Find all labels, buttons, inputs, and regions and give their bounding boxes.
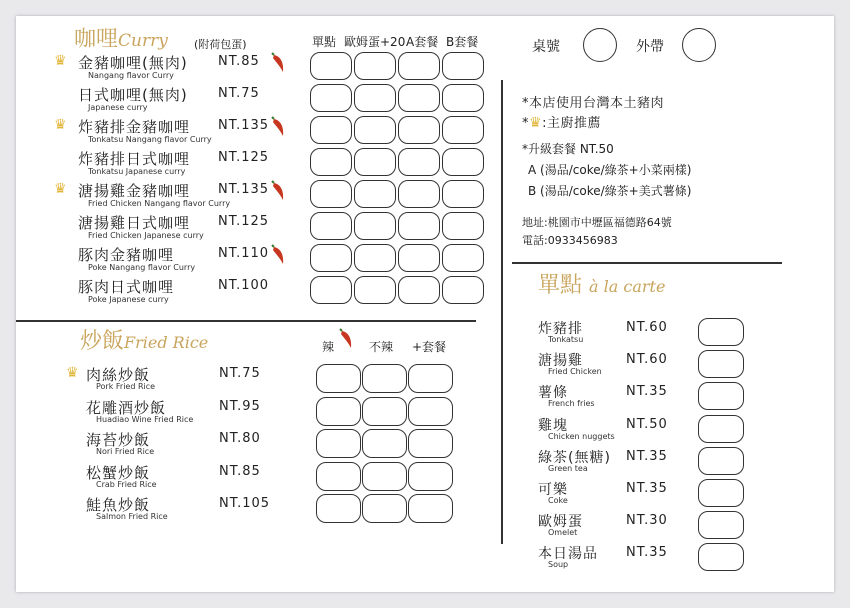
curry-order-box[interactable] xyxy=(442,148,484,176)
curry-order-box[interactable] xyxy=(398,244,440,272)
alacarte-item-english: French fries xyxy=(548,399,595,409)
curry-order-box[interactable] xyxy=(310,276,352,304)
curry-item-english: Poke Japanese curry xyxy=(88,295,169,304)
curry-col-header-set-b: B套餐 xyxy=(446,35,479,49)
curry-order-box[interactable] xyxy=(398,148,440,176)
curry-title: 咖哩 xyxy=(74,27,119,52)
curry-order-box[interactable] xyxy=(442,212,484,240)
curry-order-box[interactable] xyxy=(354,52,396,80)
curry-order-box[interactable] xyxy=(398,52,440,80)
alacarte-order-box[interactable] xyxy=(698,350,744,378)
curry-order-box[interactable] xyxy=(310,52,352,80)
rice-item-price: NT.80 xyxy=(219,431,261,446)
curry-item-english: Poke Nangang flavor Curry xyxy=(88,263,196,272)
alacarte-order-box[interactable] xyxy=(698,479,744,507)
curry-order-box[interactable] xyxy=(442,84,484,112)
takeout-label: 外帶 xyxy=(636,39,664,55)
curry-item-name: 溏揚雞金豬咖哩 xyxy=(78,182,191,200)
rice-order-box[interactable] xyxy=(316,364,361,393)
curry-divider xyxy=(16,320,476,322)
rice-order-box[interactable] xyxy=(408,494,453,523)
curry-item-name: 溏揚雞日式咖哩 xyxy=(78,214,191,232)
curry-order-box[interactable] xyxy=(398,116,440,144)
crown-icon: ♛ xyxy=(54,53,67,69)
alacarte-order-box[interactable] xyxy=(698,415,744,443)
info-pork-note: *本店使用台灣本土豬肉 xyxy=(522,96,665,111)
rice-order-box[interactable] xyxy=(362,364,407,393)
alacarte-item-name: 可樂 xyxy=(538,482,568,498)
curry-order-box[interactable] xyxy=(442,276,484,304)
curry-item-price: NT.135 xyxy=(218,182,270,197)
curry-order-box[interactable] xyxy=(354,212,396,240)
vertical-divider xyxy=(501,80,503,544)
rice-order-box[interactable] xyxy=(408,364,453,393)
curry-col-header-single: 單點 xyxy=(312,35,337,49)
rice-section-title xyxy=(80,324,208,355)
alacarte-item-price: NT.30 xyxy=(626,513,668,529)
crown-icon: ♛ xyxy=(54,117,67,133)
curry-item-name: 日式咖哩(無肉) xyxy=(78,86,188,104)
info-chef-label: :主廚推薦 xyxy=(542,116,601,131)
chili-icon xyxy=(338,328,358,350)
alacarte-item-price: NT.50 xyxy=(626,416,668,432)
alacarte-item-english: Fried Chicken xyxy=(548,367,602,377)
chili-icon xyxy=(270,244,290,266)
curry-order-box[interactable] xyxy=(442,244,484,272)
rice-item-english: Salmon Fried Rice xyxy=(96,512,168,521)
rice-item-price: NT.105 xyxy=(219,496,271,511)
alacarte-item-english: Chicken nuggets xyxy=(548,431,615,441)
info-phone: 電話:0933456983 xyxy=(522,234,618,247)
alacarte-item-name: 溏揚雞 xyxy=(538,353,583,370)
table-number-label: 桌號 xyxy=(532,39,560,55)
crown-icon: ♛ xyxy=(529,115,543,131)
alacarte-item-name: 綠茶(無糖) xyxy=(538,449,611,466)
rice-order-box[interactable] xyxy=(316,397,361,426)
alacarte-item-english: Tonkatsu xyxy=(548,335,584,344)
curry-order-box[interactable] xyxy=(398,180,440,208)
rice-col-header-set: +套餐 xyxy=(412,340,447,354)
alacarte-order-box[interactable] xyxy=(698,447,744,475)
curry-order-box[interactable] xyxy=(398,276,440,304)
curry-item-price: NT.85 xyxy=(218,54,260,69)
curry-item-english: Fried Chicken Japanese curry xyxy=(88,231,204,240)
crown-icon: ♛ xyxy=(54,181,67,197)
rice-order-box[interactable] xyxy=(408,429,453,458)
curry-order-box[interactable] xyxy=(354,148,396,176)
rice-item-name: 鮭魚炒飯 xyxy=(86,496,151,514)
alacarte-order-box[interactable] xyxy=(698,543,744,571)
rice-title: 炒飯 xyxy=(80,329,125,354)
curry-item-price: NT.125 xyxy=(218,214,270,229)
alacarte-title-en: à la carte xyxy=(589,277,666,296)
curry-order-box[interactable] xyxy=(354,180,396,208)
alacarte-item-price: NT.35 xyxy=(626,384,668,400)
curry-order-box[interactable] xyxy=(310,116,352,144)
info-upgrade-note: *升級套餐 NT.50 xyxy=(522,142,614,156)
curry-item-english: Fried Chicken Nangang flavor Curry xyxy=(88,199,231,208)
alacarte-item-english: Coke xyxy=(548,496,568,505)
info-set-a: A (湯品/coke/綠茶+小菜兩樣) xyxy=(528,163,692,177)
curry-order-box[interactable] xyxy=(354,116,396,144)
curry-item-name: 金豬咖哩(無肉) xyxy=(78,54,188,72)
rice-title-en: Fried Rice xyxy=(124,333,209,352)
rice-item-english: Huadiao Wine Fried Rice xyxy=(96,414,194,424)
alacarte-item-english: Green tea xyxy=(548,463,588,473)
alacarte-item-name: 炸豬排 xyxy=(538,321,583,337)
rice-order-box[interactable] xyxy=(362,397,407,426)
curry-item-price: NT.125 xyxy=(218,150,270,165)
curry-order-box[interactable] xyxy=(354,244,396,272)
rice-order-box[interactable] xyxy=(362,494,407,523)
alacarte-item-price: NT.35 xyxy=(626,448,668,464)
curry-item-english: Nangang flavor Curry xyxy=(88,71,174,80)
chili-icon xyxy=(270,116,290,138)
curry-order-box[interactable] xyxy=(310,180,352,208)
curry-order-box[interactable] xyxy=(442,180,484,208)
rice-item-english: Pork Fried Rice xyxy=(96,382,156,391)
table-number-circle[interactable] xyxy=(583,28,617,62)
alacarte-item-english: Soup xyxy=(548,560,569,570)
chili-icon xyxy=(270,180,290,202)
curry-order-box[interactable] xyxy=(398,84,440,112)
rice-col-header-nonspicy: 不辣 xyxy=(369,340,394,354)
curry-order-box[interactable] xyxy=(442,116,484,144)
rice-order-box[interactable] xyxy=(316,494,361,523)
alacarte-item-price: NT.60 xyxy=(626,352,668,368)
rice-item-price: NT.95 xyxy=(219,398,261,414)
info-set-b: B (湯品/coke/綠茶+美式薯條) xyxy=(528,184,692,198)
rice-col-header-spicy: 辣 xyxy=(322,340,335,354)
alacarte-item-name: 歐姆蛋 xyxy=(538,514,583,531)
curry-col-header-set-a: A套餐 xyxy=(406,35,439,49)
curry-order-box[interactable] xyxy=(310,148,352,176)
curry-note: (附荷包蛋) xyxy=(194,38,247,51)
info-chef-prefix: * xyxy=(522,116,529,131)
info-address: 地址:桃園市中壢區福德路64號 xyxy=(522,216,672,229)
curry-order-box[interactable] xyxy=(398,212,440,240)
rice-item-name: 松蟹炒飯 xyxy=(86,463,151,482)
rice-order-box[interactable] xyxy=(316,429,361,458)
curry-section-title xyxy=(74,22,168,53)
curry-item-name: 炸豬排金豬咖哩 xyxy=(78,118,191,136)
alacarte-item-price: NT.35 xyxy=(626,481,668,496)
alacarte-item-name: 本日湯品 xyxy=(538,546,598,563)
rice-item-name: 海苔炒飯 xyxy=(86,431,151,449)
curry-order-box[interactable] xyxy=(310,212,352,240)
curry-item-price: NT.135 xyxy=(218,118,270,133)
alacarte-item-name: 雞塊 xyxy=(538,417,568,434)
alacarte-order-box[interactable] xyxy=(698,318,744,346)
menu-sheet xyxy=(16,16,834,592)
curry-item-price: NT.110 xyxy=(218,246,270,261)
curry-item-price: NT.75 xyxy=(218,86,260,101)
curry-order-box[interactable] xyxy=(354,84,396,112)
takeout-circle[interactable] xyxy=(682,28,716,62)
alacarte-item-price: NT.35 xyxy=(626,545,668,561)
curry-item-price: NT.100 xyxy=(218,278,270,293)
rice-item-price: NT.85 xyxy=(219,463,261,479)
crown-icon: ♛ xyxy=(66,365,79,381)
alacarte-divider xyxy=(512,262,782,264)
alacarte-item-english: Omelet xyxy=(548,528,578,538)
rice-order-box[interactable] xyxy=(362,462,407,491)
rice-order-box[interactable] xyxy=(316,462,361,491)
rice-item-price: NT.75 xyxy=(219,366,261,381)
curry-order-box[interactable] xyxy=(442,52,484,80)
curry-col-header-omelet: 歐姆蛋+20 xyxy=(344,35,406,49)
alacarte-order-box[interactable] xyxy=(698,382,744,410)
curry-order-box[interactable] xyxy=(354,276,396,304)
curry-item-name: 炸豬排日式咖哩 xyxy=(78,150,191,168)
curry-order-box[interactable] xyxy=(310,84,352,112)
alacarte-order-box[interactable] xyxy=(698,511,744,539)
alacarte-item-name: 薯條 xyxy=(538,385,568,402)
rice-order-box[interactable] xyxy=(408,397,453,426)
alacarte-title: 單點 xyxy=(538,273,583,298)
rice-item-name: 花雕酒炒飯 xyxy=(86,398,167,417)
alacarte-section-title xyxy=(538,268,665,299)
curry-item-english: Japanese curry xyxy=(88,103,148,112)
curry-item-name: 豚肉金豬咖哩 xyxy=(78,246,175,264)
curry-item-english: Tonkatsu Nangang flavor Curry xyxy=(88,135,212,144)
info-chef-note xyxy=(522,112,601,131)
curry-item-english: Tonkatsu Japanese curry xyxy=(88,167,186,176)
curry-item-name: 豚肉日式咖哩 xyxy=(78,278,175,296)
curry-order-box[interactable] xyxy=(310,244,352,272)
rice-order-box[interactable] xyxy=(362,429,407,458)
rice-item-english: Nori Fried Rice xyxy=(96,447,155,456)
alacarte-item-price: NT.60 xyxy=(626,320,668,335)
curry-title-en: Curry xyxy=(118,31,168,51)
rice-item-english: Crab Fried Rice xyxy=(96,479,157,489)
rice-item-name: 肉絲炒飯 xyxy=(86,366,151,384)
rice-order-box[interactable] xyxy=(408,462,453,491)
chili-icon xyxy=(270,52,290,74)
